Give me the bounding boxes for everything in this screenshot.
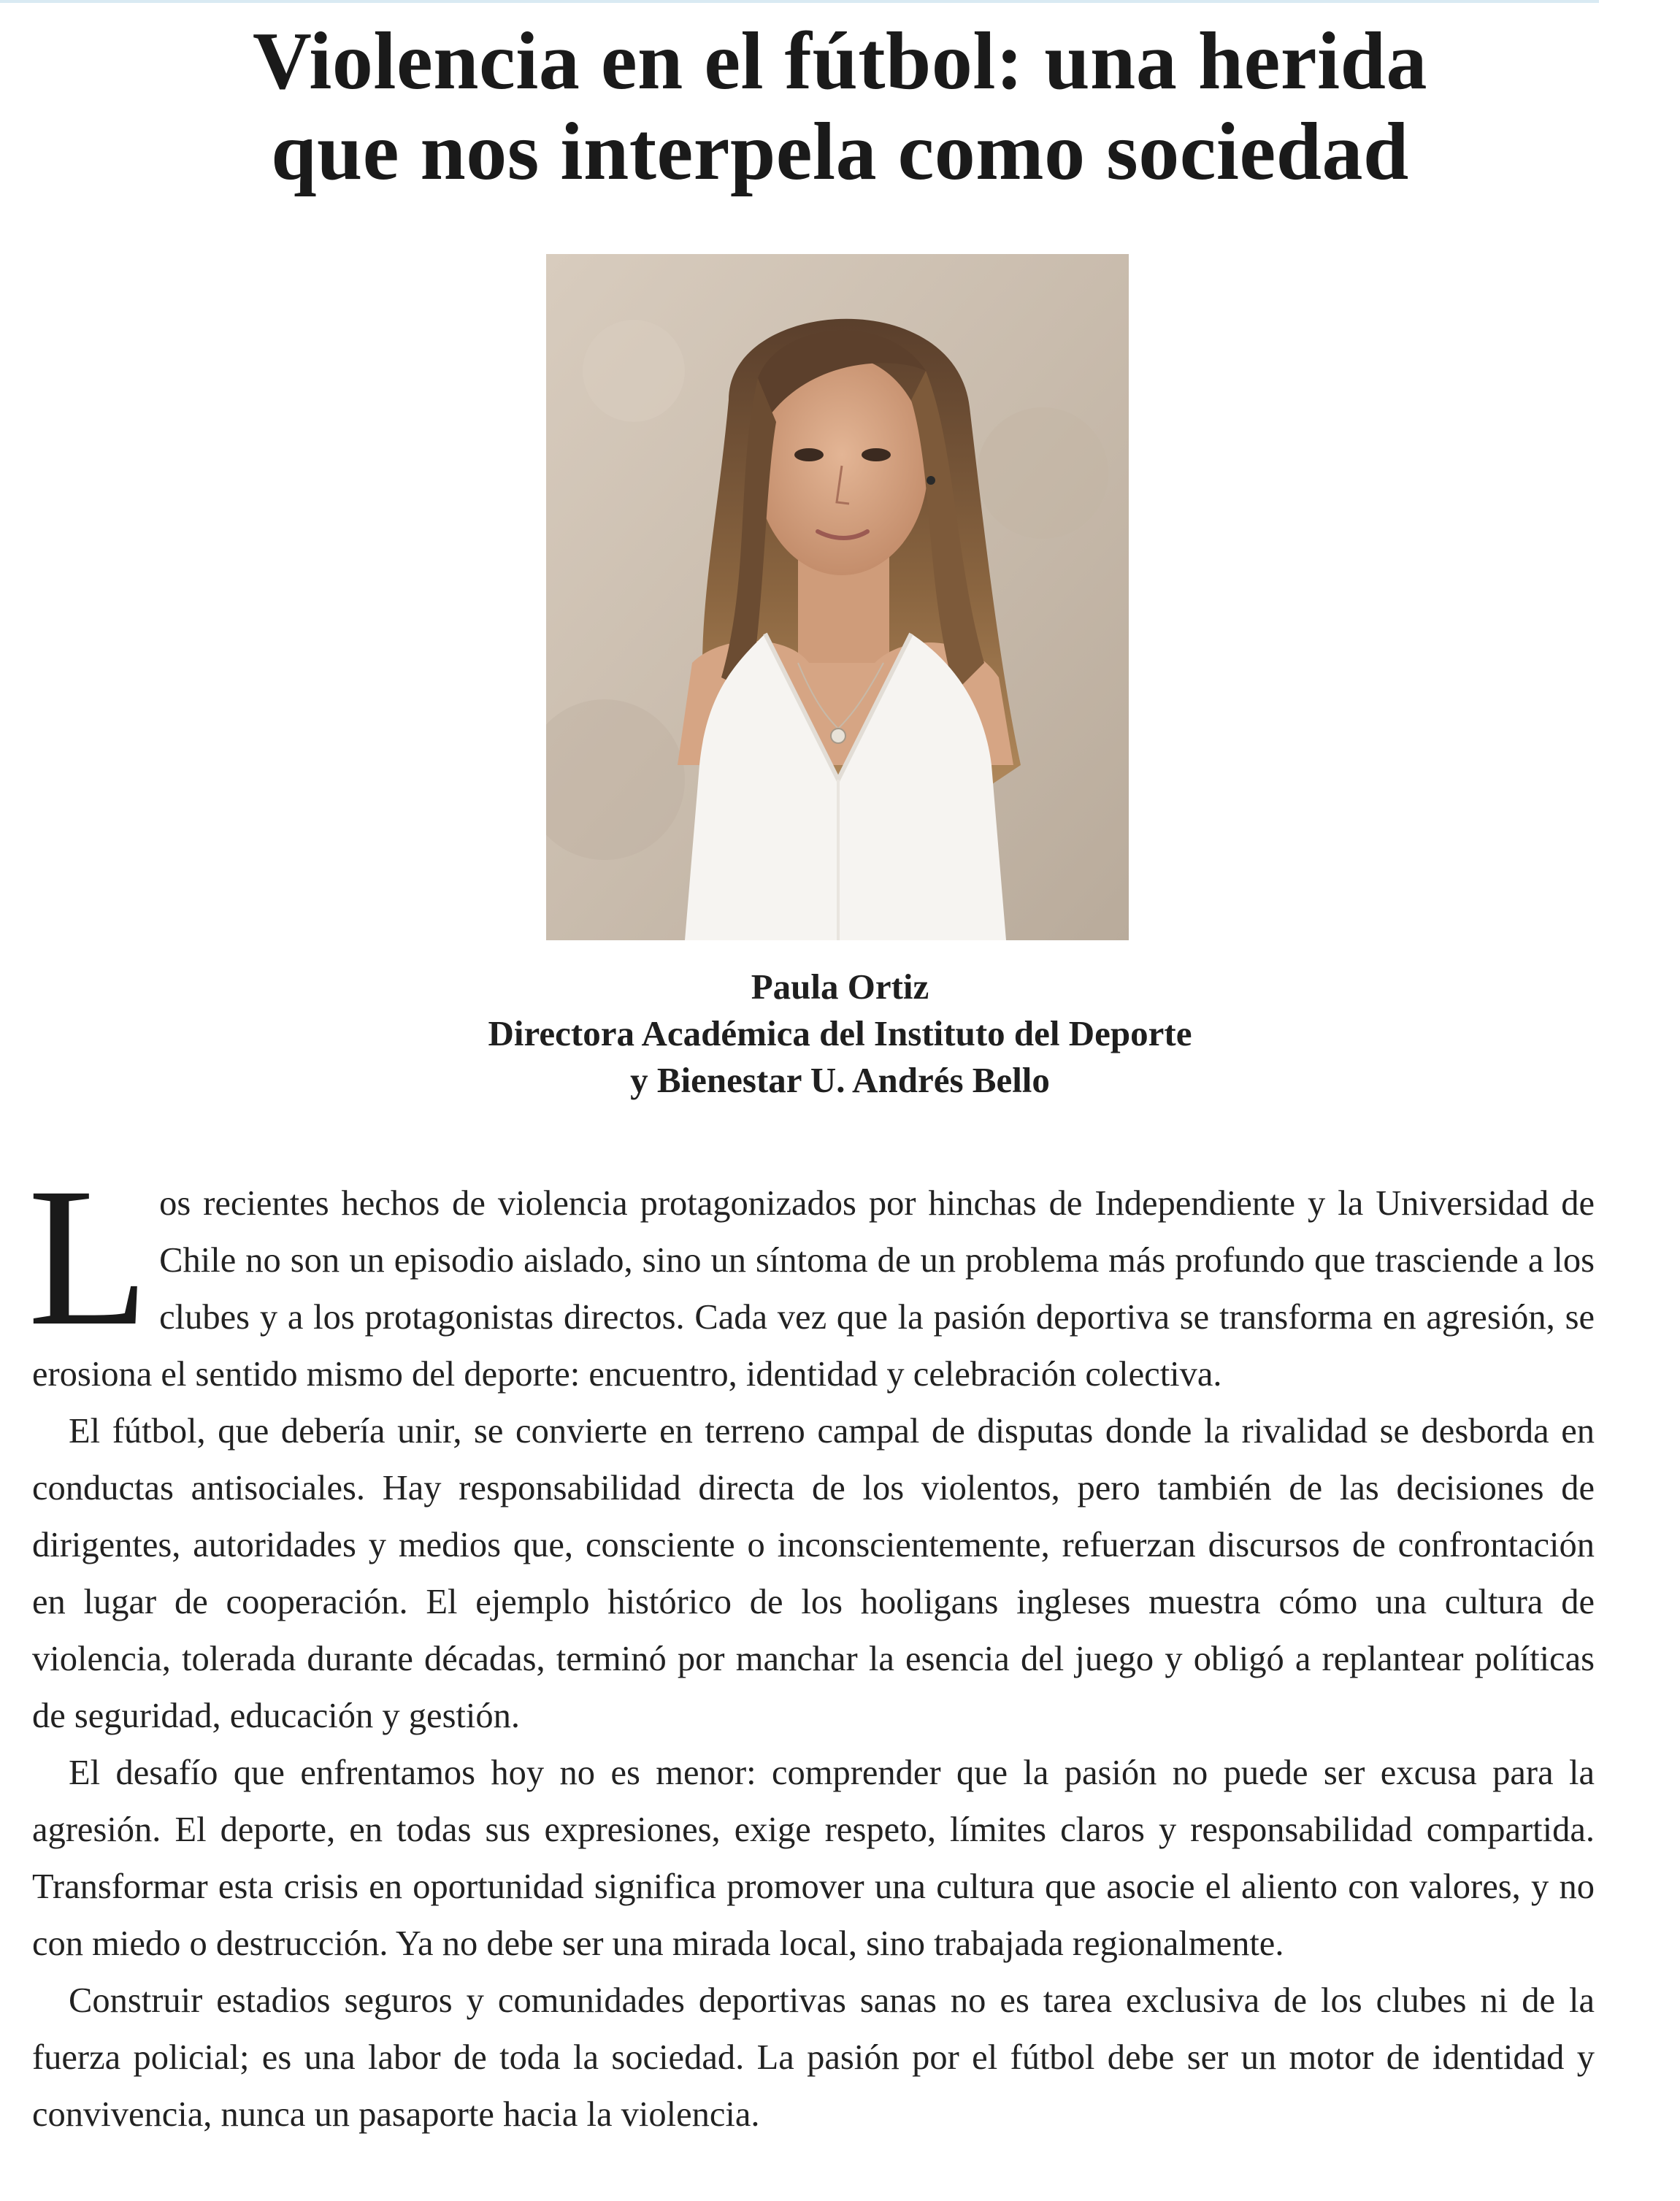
article-headline [0,16,1680,197]
headline-line-1: Violencia en el fútbol: una herida [253,16,1427,107]
headline-line-2: que nos interpela como sociedad [271,107,1409,197]
article-body [28,1147,1595,2143]
author-portrait [546,254,1129,940]
article-paragraph-2: El fútbol, que debería unir, se convierte en terreno campal de disputas donde la rivalidad se desborda en conductas antisociales. Hay responsabilidad directa de los violentos, pero también de las decisiones de dirigentes, autoridades y medios que, consciente o inconscientemente, refuerzan discursos de confrontación en lugar de cooperación. El ejemplo histórico de los hooligans ingleses muestra cómo una cultura de violencia, tolerada durante décadas, terminó por manchar la esencia del juego y obligó a replantear políticas de seguridad, educación y gestión. [32,1412,1595,1735]
author-role-line-1: Directora Académica del Instituto del Deporte [488,1013,1192,1053]
article-paragraph-4: Construir estadios seguros y comunidades deportivas sanas no es tarea exclusiva de los clubes ni de la fuerza policial; es una labor de toda la sociedad. La pasión por el fútbol debe ser un motor de identidad y convivencia, nunca un pasaporte hacia la violencia. [32,1981,1595,2134]
portrait-photo-icon [546,254,1129,940]
top-rule [0,0,1599,3]
article-paragraph-3: El desafío que enfrentamos hoy no es menor: comprender que la pasión no puede ser excusa para la agresión. El deporte, en todas sus expresiones, exige respeto, límites claros y responsabilidad compartida. Transformar esta crisis en oportunidad significa promover una cultura que asocie el aliento con valores, y no con miedo o destrucción. Ya no debe ser una mirada local, sino trabajada regionalmente. [32,1753,1595,1963]
article-paragraph-1 [28,1147,1595,1403]
paragraph-1-text: os recientes hechos de violencia protagonizados por hinchas de Independiente y la Universidad de Chile no son un episodio aislado, sino un síntoma de un problema más profundo que trasciende a los clubes y a los protagonistas directos. Cada vez que la pasión deportiva se transforma en agresión, se erosiona el sentido mismo del deporte: encuentro, identidad y celebración colectiva. [32,1184,1595,1394]
author-role-line-2: y Bienestar U. Andrés Bello [630,1060,1050,1100]
author-byline [0,964,1680,1104]
drop-cap: L [28,1147,150,1367]
author-name: Paula Ortiz [751,967,929,1007]
